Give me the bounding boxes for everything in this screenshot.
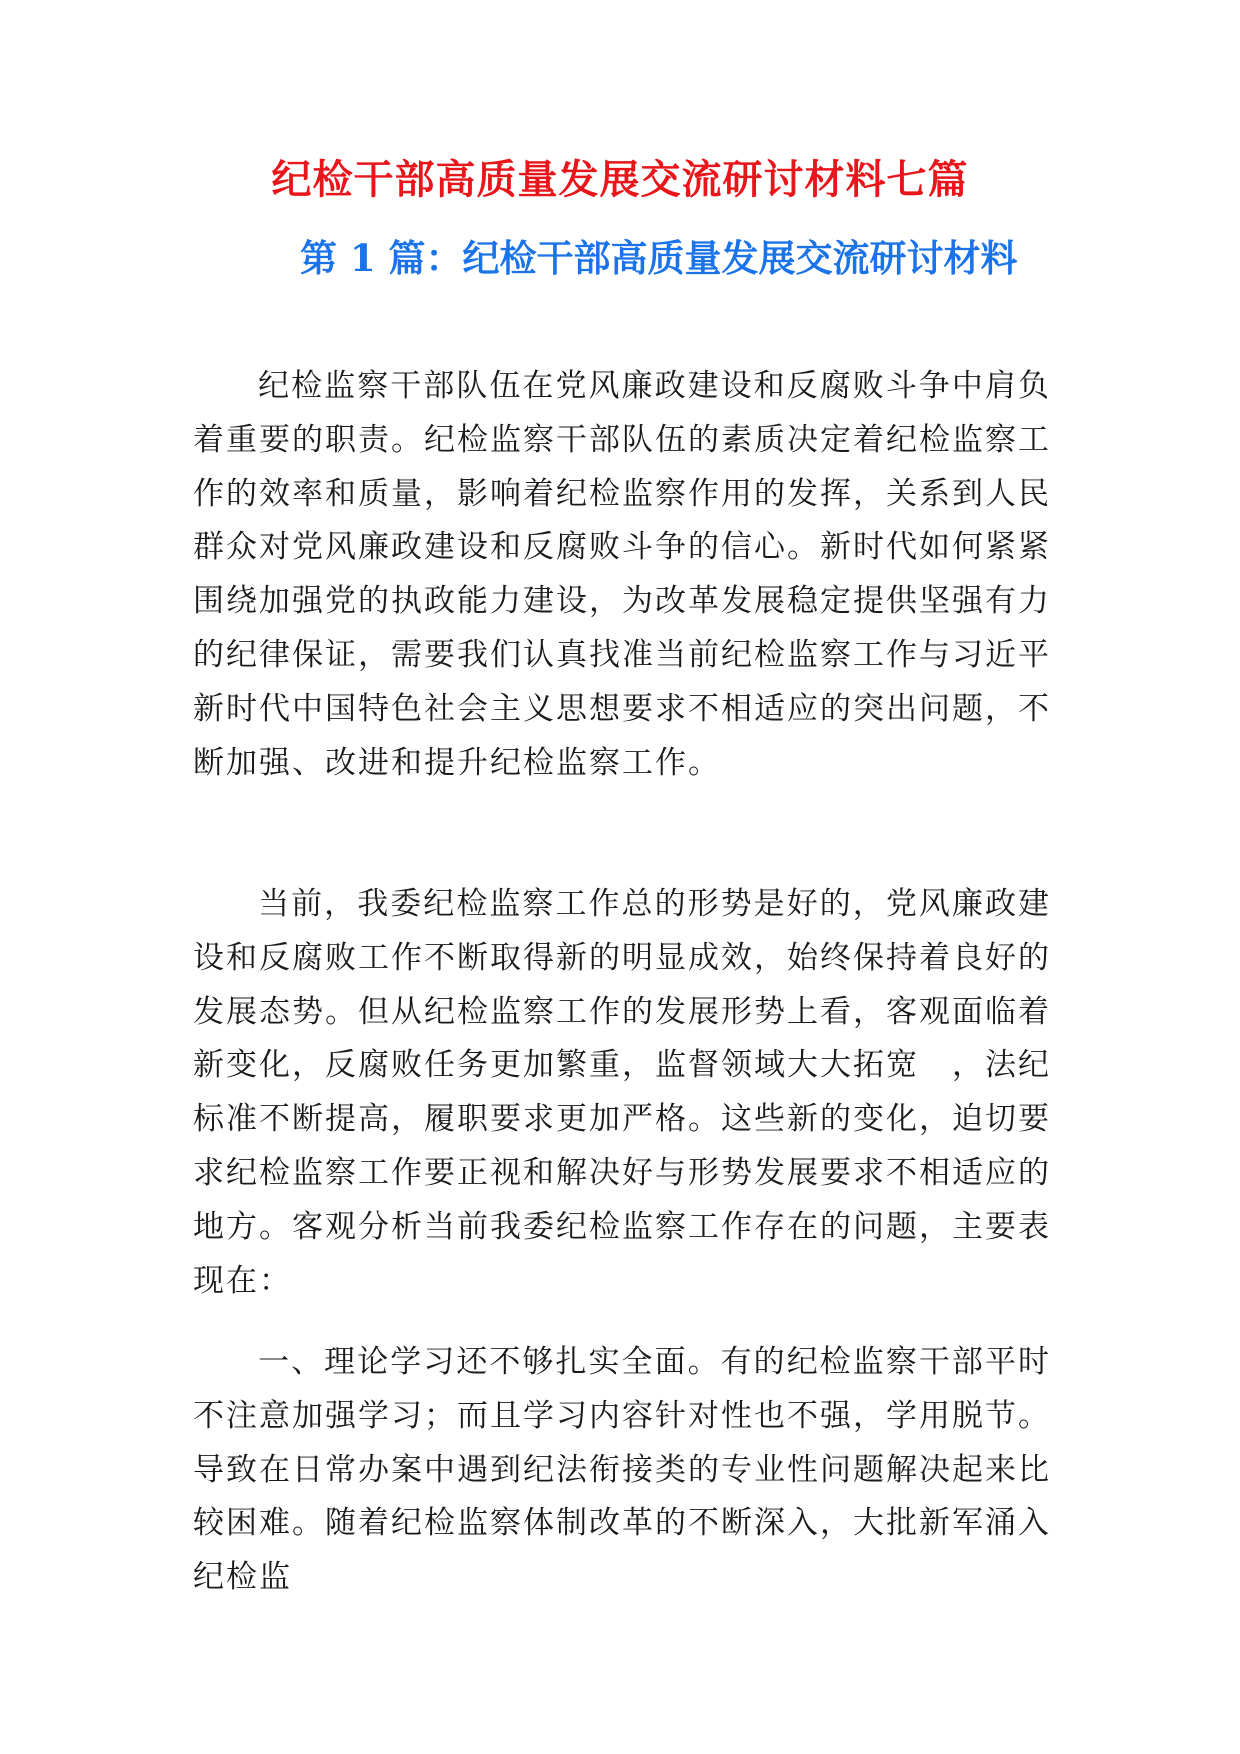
chapter-title: 第 1 篇：纪检干部高质量发展交流研讨材料 (300, 236, 1018, 280)
document-main-title: 纪检干部高质量发展交流研讨材料七篇 (271, 156, 969, 203)
body-paragraph: 当前，我委纪检监察工作总的形势是好的，党风廉政建设和反腐败工作不断取得新的明显成效，始终保持着良好的发展态势。但从纪检监察工作的发展形势上看，客观面临着新变化，反腐败任务更加繁重，监督领域大大拓宽 ，法纪标准不断提高，履职要求更加严格。这些新的变化，迫切要求纪检监察工作要正视和解决好与形势发展要求不相适应的地方。客观分析当前我委纪检监察工作存在的问题，主要表现在： (193, 886, 1051, 1299)
body-paragraph: 纪检监察干部队伍在党风廉政建设和反腐败斗争中肩负着重要的职责。纪检监察干部队伍的素质决定着纪检监察工作的效率和质量，影响着纪检监察作用的发挥，关系到人民群众对党风廉政建设和反腐败斗争的信心。新时代如何紧紧围绕加强党的执政能力建设，为改革发展稳定提供坚强有力的纪律保证，需要我们认真找准当前纪检监察工作与习近平新时代中国特色社会主义思想要求不相适应的突出问题，不断加强、改进和提升纪检监察工作。 (193, 368, 1051, 781)
body-paragraph: 一、理论学习还不够扎实全面。有的纪检监察干部平时不注意加强学习；而且学习内容针对性也不强，学用脱节。导致在日常办案中遇到纪法衔接类的专业性问题解决起来比较困难。随着纪检监察体制改革的不断深入，大批新军涌入纪检监 (193, 1344, 1051, 1596)
